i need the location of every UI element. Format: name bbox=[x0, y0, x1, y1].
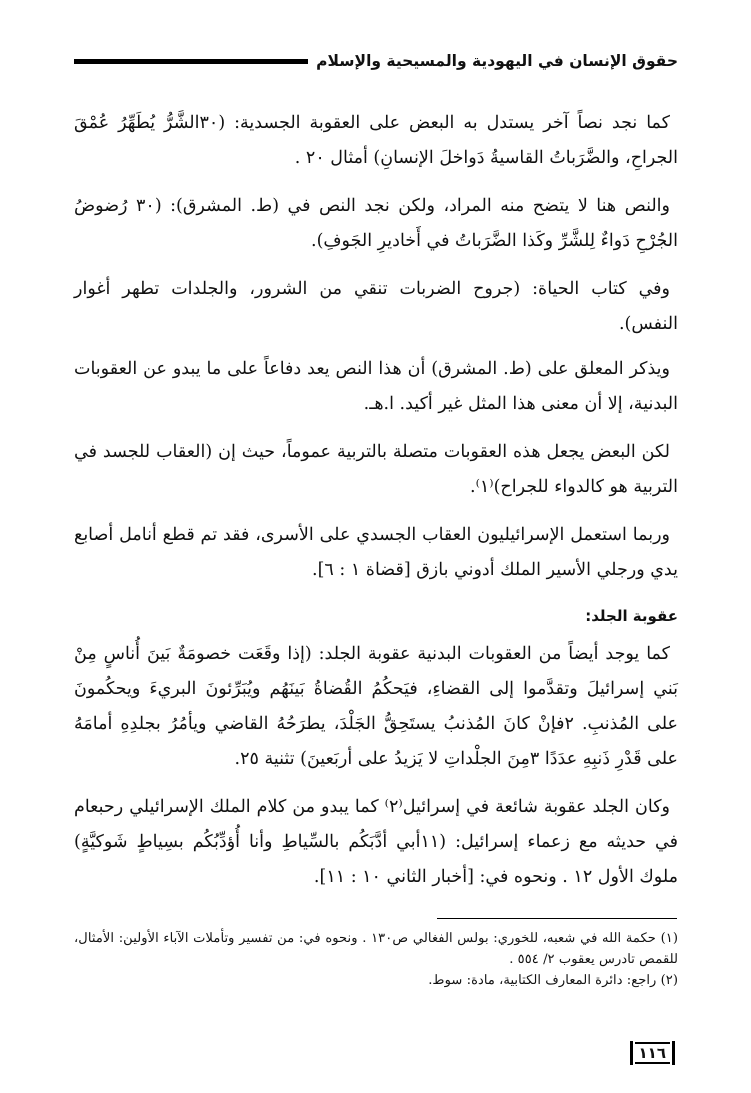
header-title: حقوق الإنسان في اليهودية والمسيحية والإسلام bbox=[316, 52, 678, 70]
section-heading: عقوبة الجلد: bbox=[585, 607, 678, 625]
footnote: (١) حكمة الله في شعبه، للخوري: بولس الفغالي ص١٣٠ . ونحوه في: من تفسير وتأملات الآباء الأولين: الأمثال، للقمص تادرس يعقوب ٢/ ٥٥٤ . bbox=[74, 931, 678, 967]
running-header bbox=[74, 44, 678, 78]
paragraph: وفي كتاب الحياة: (جروح الضربات تنقي من الشرور، والجلدات تطهر أغوار النفس). bbox=[74, 279, 678, 334]
footnotes bbox=[74, 928, 678, 991]
paragraph: وربما استعمل الإسرائيليون العقاب الجسدي على الأسرى، فقد تم قطع أنامل أصابع يدي ورجلي الأسير الملك أدوني بازق [قضاة ١ : ٦]. bbox=[74, 525, 678, 580]
main-text bbox=[74, 106, 678, 908]
paragraph: وكان الجلد عقوبة شائعة في إسرائيل⁽٢⁾ كما يبدو من كلام الملك الإسرائيلي رحبعام في حديثه مع زعماء إسرائيل: (١١أبي أدَّبَكُم بالسِّياطِ وأنا أُؤدِّبُكُم بسِياطٍ شَوكيَّةٍ) ملوك الأول ١٢ . ونحوه في: [أخبار الثاني ١٠ : ١١]. bbox=[74, 797, 678, 887]
folio-bar-right bbox=[672, 1041, 675, 1065]
paragraph: كما نجد نصاً آخر يستدل به البعض على العقوبة الجسدية: (٣٠الشَّرُّ يُطَهِّرُ عُمْقَ الجراحِ، والضَّرَباتُ القاسيةُ دَواخلَ الإنسانِ) أمثال ٢٠ . bbox=[74, 113, 678, 168]
folio-bar-left bbox=[630, 1041, 633, 1065]
paragraph: كما يوجد أيضاً من العقوبات البدنية عقوبة الجلد: (إذا وقَعَت خصومَةٌ بَينَ أُناسٍ مِنْ بَني إسرائيلَ وتقدَّموا إلى القضاءِ، فيَحكُمُ القُضاةُ بَينَهُم ويُبَرِّئونَ البريءَ ويحكُمونَ على المُذنبِ. ٢فإنْ كانَ المُذنبُ يستَحِقُّ الجَلْدَ، يطرَحُهُ القاضي ويأمُرُ بجلدِهِ أمامَهُ على قَدْرِ ذَنبِهِ عدَدًا ٣مِنَ الجلْداتِ لا يَزيدُ على أربَعينَ) تثنية ٢٥. bbox=[74, 644, 678, 769]
page-number: ١١٦ bbox=[635, 1042, 670, 1064]
paragraph: ويذكر المعلق على (ط. المشرق) أن هذا النص يعد دفاعاً على ما يبدو عن العقوبات البدنية، إلا أن معنى هذا المثل غير أكيد. ا.هـ. bbox=[74, 359, 678, 414]
header-rule bbox=[74, 59, 308, 64]
paragraph: والنص هنا لا يتضح منه المراد، ولكن نجد النص في (ط. المشرق): (٣٠ رُضوضُ الجُرْحِ دَواءٌ لِلشَّرِّ وكَذا الضَّرَباتُ في أَخاديرِ الجَوفِ). bbox=[74, 196, 678, 251]
paragraph: لكن البعض يجعل هذه العقوبات متصلة بالتربية عموماً، حيث إن (العقاب للجسد في التربية هو كالدواء للجراح)⁽١⁾. bbox=[74, 442, 678, 497]
footnote-separator bbox=[437, 918, 677, 919]
footnote: (٢) راجع: دائرة المعارف الكتابية، مادة: سوط. bbox=[428, 973, 678, 988]
page-number-box bbox=[628, 1041, 677, 1065]
